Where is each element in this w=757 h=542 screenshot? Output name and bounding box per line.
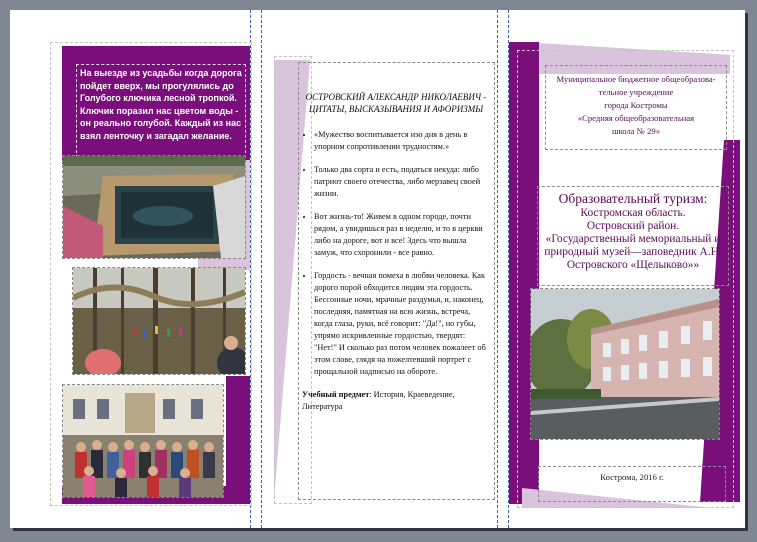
school-line: города Костромы	[604, 100, 668, 110]
quote-item: • Только два сорта и есть, податься некуда: либо патриот своего отечества, либо мерзавец своей жизни.	[314, 164, 490, 200]
photo-group-museum	[62, 384, 224, 498]
quotes-list	[302, 129, 490, 378]
subject-label: Учебный предмет	[302, 390, 370, 399]
subject-value: : История, Краеведение, Литература	[302, 390, 455, 411]
column-guide	[261, 10, 262, 528]
quotes-heading: ОСТРОВСКИЙ АЛЕКСАНДР НИКОЛАЕВИЧ - ЦИТАТЫ, ВЫСКАЗЫВАНИЯ И АФОРИЗМЫ	[305, 92, 487, 114]
brochure-page	[10, 10, 745, 528]
school-line: школа № 29»	[611, 126, 661, 136]
title-box	[537, 186, 729, 286]
title-line: Островский район.	[586, 220, 680, 232]
column-guide	[497, 10, 498, 528]
subject-line	[302, 389, 490, 413]
school-line: Муниципальное бюджетное общеобразова-тельное учреждение	[556, 74, 716, 97]
quote-item: • Вот жизнь-то! Живем в одном городе, почти рядом, а увидишься раз в неделю, и то в церкви либо на дороге, вот и все! Здесь что вышла замуж, что схоронили - все равно.	[314, 211, 490, 259]
quotes-box	[298, 62, 495, 500]
photo-blue-spring	[62, 155, 246, 259]
school-name-box	[545, 65, 727, 150]
title-main: Образовательный туризм:	[558, 191, 708, 206]
quote-item: • «Мужество воспитывается изо дня в день в упорном сопротивлении трудностям.»	[314, 129, 490, 153]
city-year-box: Кострома, 2016 г.	[538, 466, 726, 502]
photo-school-building	[530, 288, 720, 440]
title-line: Костромская область.	[580, 207, 686, 219]
school-line: «Средняя общеобразовательная	[577, 113, 695, 123]
caption-text: На выезде из усадьбы когда дорога пойдет вверх, мы прогулялись до Голубого ключика лесной тропкой. Ключик поразил нас цветом воды - он реально голубой. Каждый из нас взял ленточку и загадал желание.	[76, 64, 246, 158]
title-line: «Государственный мемориальный и природный музей—заповедник А.Н. Островского «Щелыково»»	[544, 233, 722, 271]
photo-forest-ribbons	[72, 267, 246, 375]
quote-item: • Гордость - вечная помеха в любви человека. Как дорого порой обходится людям эта гордость. Бессонные ночи, мрачные раздумья, и, наконец, последняя, памятная на всю жизнь, встреча, когда глаза, руки, всё говорит: "Да!", но губы, упрямо искривленные гордостью, твердят: "Нет!" И сколько раз потом человек пожалеет об этом слове, глядя на пожелтевший портрет с прощальной надписью на обороте.	[314, 270, 490, 378]
